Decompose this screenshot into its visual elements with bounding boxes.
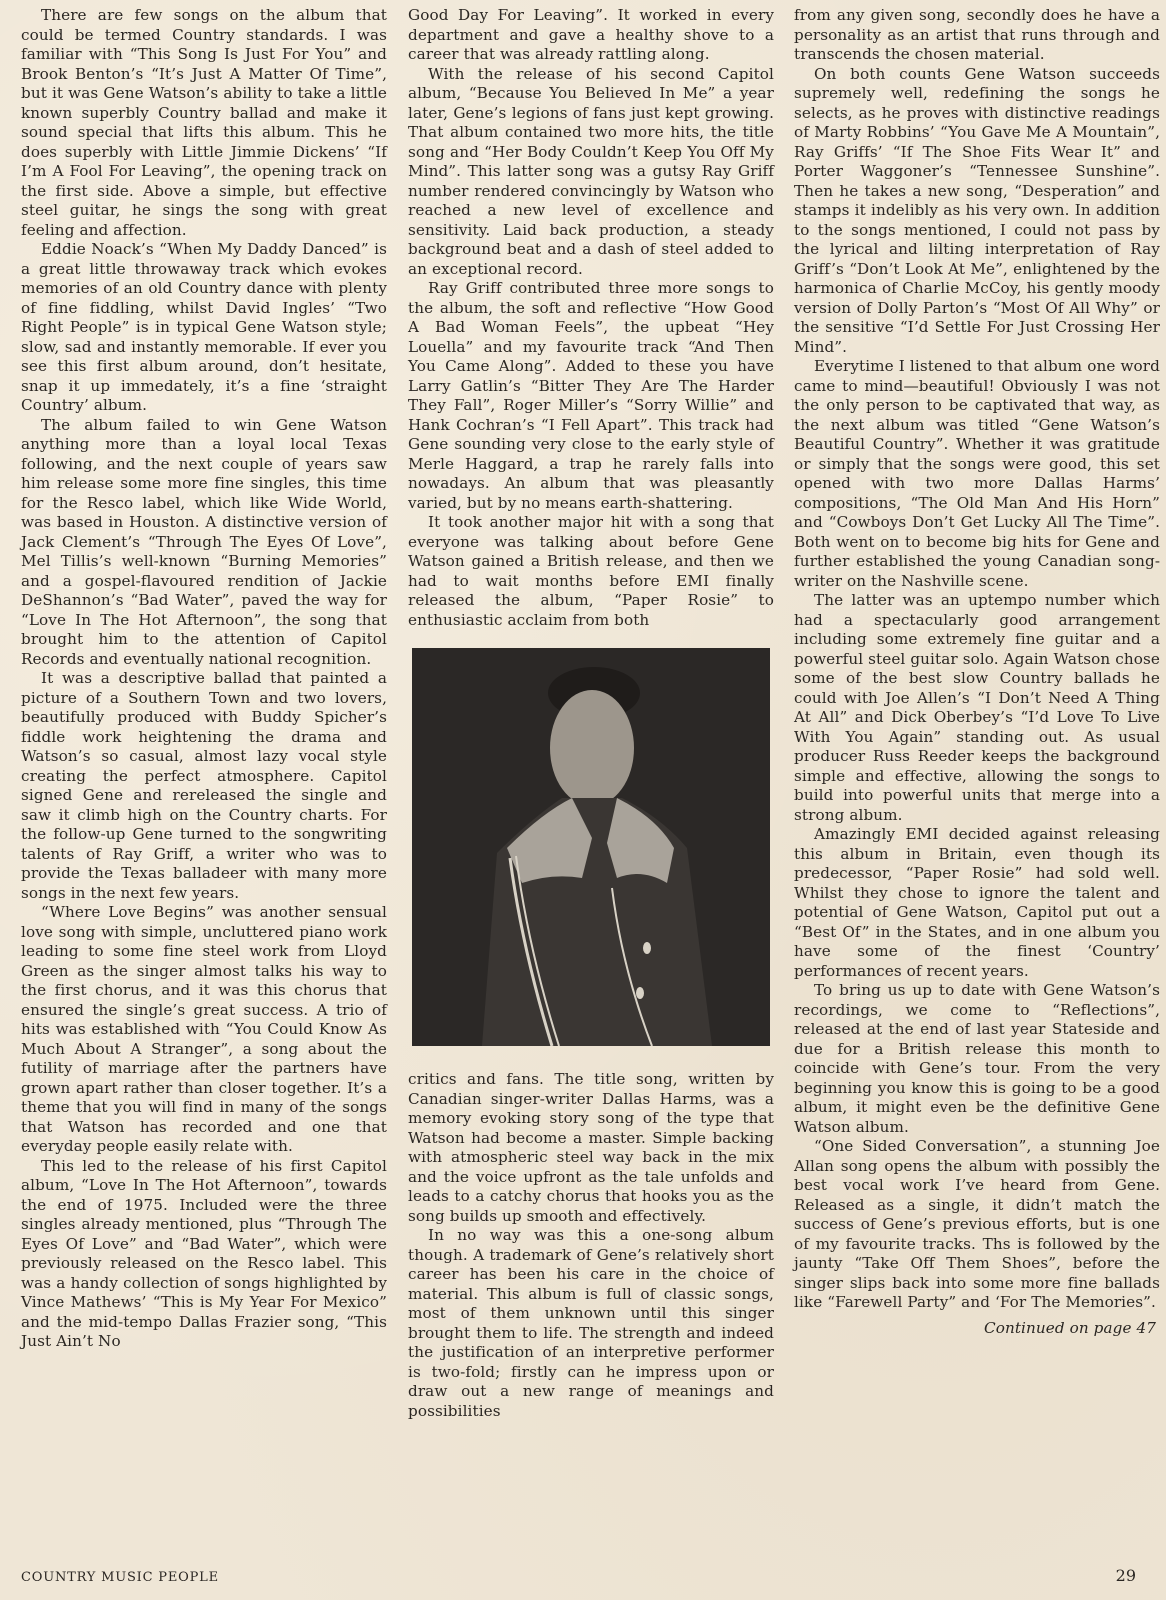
article-paragraph: from any given song, secondly does he have a personality as an artist that runs through and transcends the chosen material. xyxy=(794,6,1160,63)
page-number: 29 xyxy=(1115,1566,1136,1585)
article-paragraph: On both counts Gene Watson succeeds supremely well, redefining the songs he selects, as he proves with distinctive readings of Marty Robbins’ “You Gave Me A Mountain”, Ray Griffs’ “If The Shoe Fits Wear It” and Porter Waggoner’s “Tennessee Sunshine”. Then he takes a new song, “Desperation” and stamps it indelibly as his very own. In addition to the songs mentioned, I could not pass by the lyrical and lilting interpretation of Ray Griff’s “Don’t Look At Me”, enlightened by the harmonica of Charlie McCoy, his gently moody version of Dolly Parton’s “Most Of All Why” or the sensitive “I’d Settle For Just Crossing Her Mind”. xyxy=(794,64,1160,356)
article-paragraph: “One Sided Conversation”, a stunning Joe Allan song opens the album with possibly the best vocal work I’ve heard from Gene. Released as a single, it didn’t match the success of Gene’s previous efforts, but is one of my favourite tracks. Ths is followed by the jaunty “Take Off Them Shoes”, before the singer slips back into some more fine ballads like “Farewell Party” and ‘For The Memories”. xyxy=(794,1137,1160,1311)
article-paragraph: In no way was this a one-song album though. A trademark of Gene’s relatively short career has been his care in the choice of material. This album is full of classic songs, most of them unknown until this singer brought them to life. The strength and indeed the justification of an interpretive performer is two-fold; firstly can he impress upon or draw out a new range of meanings and possibilities xyxy=(408,1226,774,1420)
article-column-1 xyxy=(21,6,387,1352)
article-paragraph: The album failed to win Gene Watson anything more than a loyal local Texas following, and the next couple of years saw him release some more fine singles, this time for the Resco label, which like Wide World, was based in Houston. A distinctive version of Jack Clement’s “Through The Eyes Of Love”, Mel Tillis’s well-known “Burning Memories” and a gospel-flavoured rendition of Jackie DeShannon’s “Bad Water”, paved the way for “Love In The Hot Afternoon”, the song that brought him to the attention of Capitol Records and eventually national recognition. xyxy=(21,415,387,668)
article-paragraph: critics and fans. The title song, written by Canadian singer-writer Dallas Harms, was a memory evoking story song of the type that Watson had become a master. Simple backing with atmospheric steel way back in the mix and the voice upfront as the tale unfolds and leads to a catchy chorus that hooks you as the song builds up smooth and effectively. xyxy=(408,1070,774,1225)
article-paragraph: The latter was an uptempo number which had a spectacularly good arrangement including some extremely fine guitar and a powerful steel guitar solo. Again Watson chose some of the best slow Country ballads he could with Joe Allen’s “I Don’t Need A Thing At All” and Dick Oberbey’s “I’d Love To Live With You Again” standing out. As usual producer Russ Reeder keeps the background simple and effective, allowing the songs to build into powerful units that merge into a strong album. xyxy=(794,591,1160,824)
article-paragraph: There are few songs on the album that could be termed Country standards. I was familiar with “This Song Is Just For You” and Brook Benton’s “It’s Just A Matter Of Time”, but it was Gene Watson’s ability to take a little known superbly Country ballad and make it sound special that lifts this album. This he does superbly with Little Jimmie Dickens’ “If I’m A Fool For Leaving”, the opening track on the first side. Above a simple, but effective steel guitar, he sings the song with great feeling and affection. xyxy=(21,6,387,239)
photo-button-1 xyxy=(643,942,651,954)
article-paragraph: To bring us up to date with Gene Watson’s recordings, we come to “Reflections”, released at the end of last year Stateside and due for a British release this month to coincide with Gene’s tour. From the very beginning you know this is going to be a good album, it might even be the definitive Gene Watson album. xyxy=(794,981,1160,1136)
column-2-upper-text xyxy=(408,6,774,630)
article-paragraph: Good Day For Leaving”. It worked in every department and gave a healthy shove to a career that was already rattling along. xyxy=(408,6,774,63)
article-column-3 xyxy=(794,6,1160,1338)
article-paragraph: Amazingly EMI decided against releasing this album in Britain, even though its predecessor, “Paper Rosie” had sold well. Whilst they chose to ignore the talent and potential of Gene Watson, Capitol put out a “Best Of” in the States, and in one album you have some of the finest ‘Country’ performances of recent years. xyxy=(794,825,1160,980)
article-column-2 xyxy=(408,6,774,1421)
article-paragraph: With the release of his second Capitol album, “Because You Believed In Me” a year later, Gene’s legions of fans just kept growing. That album contained two more hits, the title song and “Her Body Couldn’t Keep You Off My Mind”. This latter song was a gutsy Ray Griff number rendered convincingly by Watson who reached a new level of excellence and sensitivity. Laid back production, a steady background beat and a dash of steel added to an exceptional record. xyxy=(408,64,774,278)
article-paragraph: This led to the release of his first Capitol album, “Love In The Hot Afternoon”, towards the end of 1975. Included were the three singles already mentioned, plus “Through The Eyes Of Love” and “Bad Water”, which were previously released on the Resco label. This was a handy collection of songs highlighted by Vince Mathews’ “This is My Year For Mexico” and the mid-tempo Dallas Frazier song, “This Just Ain’t No xyxy=(21,1156,387,1350)
photo-face xyxy=(550,690,634,806)
article-paragraph: Everytime I listened to that album one word came to mind—beautiful! Obviously I was not the only person to be captivated that way, as the next album was titled “Gene Watson’s Beautiful Country”. Whether it was gratitude or simply that the songs were good, this set opened with two more Dallas Harms’ compositions, “The Old Man And His Horn” and “Cowboys Don’t Get Lucky All The Time”. Both went on to become big hits for Gene and further established the young Canadian songwriter on the Nashville scene. xyxy=(794,357,1160,590)
artist-photo xyxy=(412,648,770,1046)
article-paragraph: “Where Love Begins” was another sensual love song with simple, uncluttered piano work leading to some fine steel work from Lloyd Green as the singer almost talks his way to the first chorus, and it was this chorus that ensured the single’s great success. A trio of hits was established with “You Could Know As Much About A Stranger”, a song about the futility of marriage after the partners have grown apart rather than closer together. It’s a theme that you will find in many of the songs that Watson has recorded and one that everyday people easily relate with. xyxy=(21,903,387,1155)
article-paragraph: It took another major hit with a song that everyone was talking about before Gene Watson gained a British release, and then we had to wait months before EMI finally released the album, “Paper Rosie” to enthusiastic acclaim from both xyxy=(408,513,774,629)
continued-note[interactable]: Continued on page 47 xyxy=(984,1318,1156,1337)
article-paragraph: Eddie Noack’s “When My Daddy Danced” is a great little throwaway track which evokes memories of an old Country dance with plenty of fine fiddling, whilst David Ingles’ “Two Right People” is in typical Gene Watson style; slow, sad and instantly memorable. If ever you see this first album around, don’t hesitate, snap it up immedately, it’s a fine ‘straight Country’ album. xyxy=(21,240,387,414)
column-3-text xyxy=(794,6,1160,1313)
publication-name: COUNTRY MUSIC PEOPLE xyxy=(21,1570,219,1585)
column-2-lower-text xyxy=(408,1070,774,1421)
photo-button-2 xyxy=(636,987,644,999)
article-paragraph: It was a descriptive ballad that painted a picture of a Southern Town and two lovers, beautifully produced with Buddy Spicher’s fiddle work heightening the drama and Watson’s so casual, almost lazy vocal style creating the perfect atmosphere. Capitol signed Gene and rereleased the single and saw it climb high on the Country charts. For the follow-up Gene turned to the songwriting talents of Ray Griff, a writer who was to provide the Texas balladeer with many more songs in the next few years. xyxy=(21,669,387,902)
article-paragraph: Ray Griff contributed three more songs to the album, the soft and reflective “How Good A Bad Woman Feels”, the upbeat “Hey Louella” and my favourite track “And Then You Came Along”. Added to these you have Larry Gatlin’s “Bitter They Are The Harder They Fall”, Roger Miller’s “Sorry Willie” and Hank Cochran’s “I Fell Apart”. This track had Gene sounding very close to the early style of Merle Haggard, a trap he rarely falls into nowadays. An album that was pleasantly varied, but by no means earth-shattering. xyxy=(408,279,774,512)
